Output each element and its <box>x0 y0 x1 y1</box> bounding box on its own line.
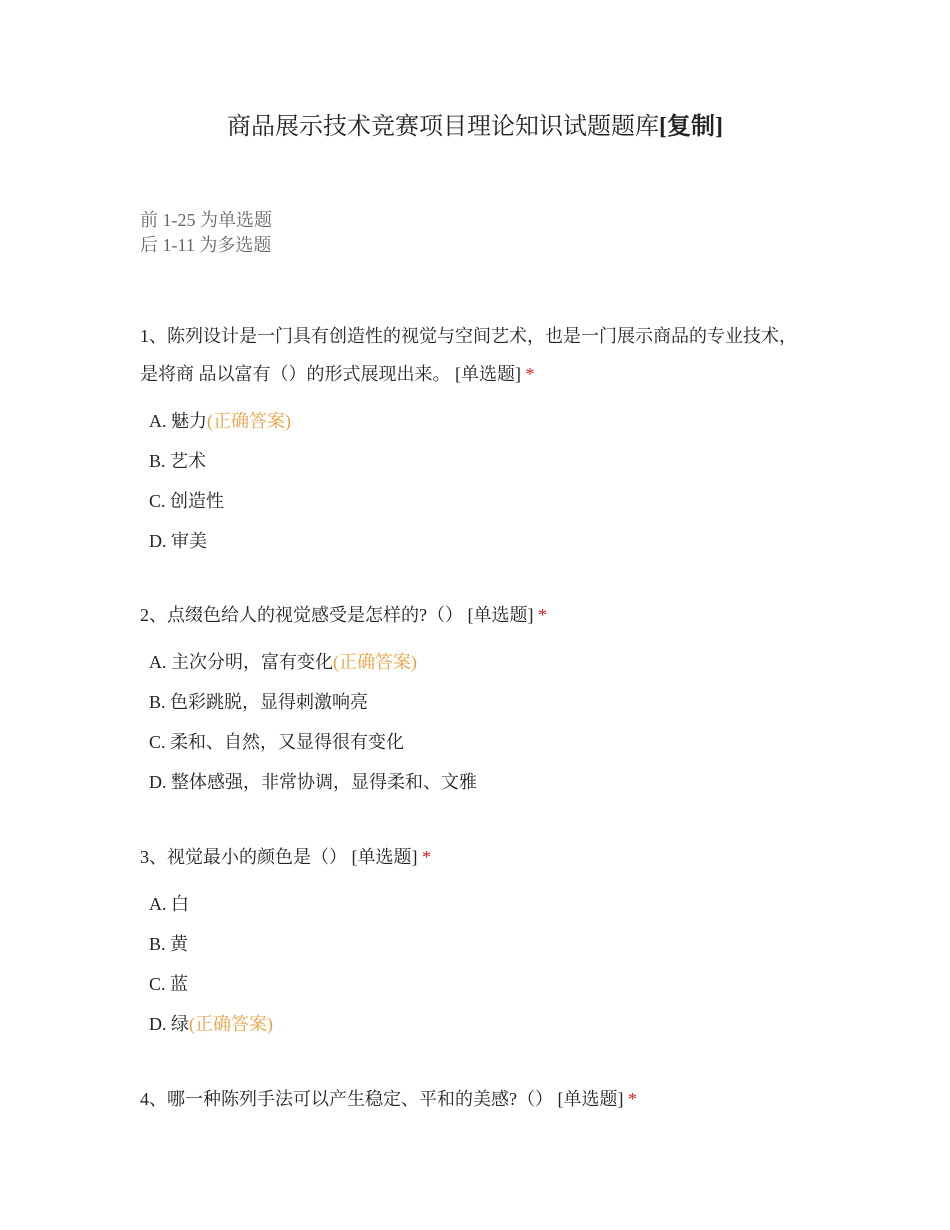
option-list <box>140 884 800 1044</box>
option-d[interactable] <box>149 762 800 802</box>
option-label: C. 创造性 <box>149 491 225 511</box>
option-c[interactable] <box>149 964 800 1004</box>
option-label: A. 魅力 <box>149 411 207 431</box>
option-label: C. 蓝 <box>149 974 189 994</box>
option-c[interactable] <box>149 481 800 521</box>
intro-line-1: 前 1-25 为单选题 <box>140 210 272 230</box>
option-b[interactable] <box>149 924 800 964</box>
option-b[interactable] <box>149 441 800 481</box>
option-d[interactable] <box>149 1004 800 1044</box>
question-stem: 4、哪一种陈列手法可以产生稳定、平和的美感?（） <box>140 1089 553 1109</box>
question-stem: 2、点缀色给人的视觉感受是怎样的?（） <box>140 605 463 625</box>
required-mark: * <box>628 1089 637 1109</box>
question-type: [单选题] <box>455 364 521 384</box>
option-d[interactable] <box>149 521 800 561</box>
question-text <box>140 838 800 876</box>
option-c[interactable] <box>149 722 800 762</box>
option-label: C. 柔和、自然，又显得很有变化 <box>149 732 405 752</box>
option-label: D. 绿 <box>149 1014 189 1034</box>
question-stem: 3、视觉最小的颜色是（） <box>140 847 347 867</box>
question-type: [单选题] <box>557 1089 624 1109</box>
question-type: [单选题] <box>467 605 534 625</box>
question-stem: 1、陈列设计是一门具有创造性的视觉与空间艺术，也是一门展示商品的专业技术，是将商 品以富有（）的形式展现出来。 <box>140 326 797 384</box>
required-mark: * <box>422 847 431 867</box>
required-mark: * <box>538 605 547 625</box>
option-a[interactable] <box>149 642 800 682</box>
correct-answer-tag: (正确答案) <box>207 411 291 431</box>
question-text <box>140 317 800 393</box>
option-label: B. 艺术 <box>149 451 207 471</box>
intro-block <box>140 208 272 258</box>
intro-line-2: 后 1-11 为多选题 <box>140 235 272 255</box>
correct-answer-tag: (正确答案) <box>189 1014 273 1034</box>
option-label: B. 色彩跳脱，显得刺激响亮 <box>149 692 369 712</box>
option-label: A. 白 <box>149 894 189 914</box>
question-type: [单选题] <box>351 847 418 867</box>
required-mark: * <box>525 364 535 384</box>
option-a[interactable] <box>149 401 800 441</box>
title-main: 商品展示技术竞赛项目理论知识试题题库 <box>227 114 659 140</box>
page-title <box>0 110 950 144</box>
question-text <box>140 596 800 634</box>
option-label: D. 审美 <box>149 531 207 551</box>
option-b[interactable] <box>149 682 800 722</box>
question-2 <box>140 596 800 802</box>
option-label: B. 黄 <box>149 934 189 954</box>
option-a[interactable] <box>149 884 800 924</box>
option-label: D. 整体感强，非常协调，显得柔和、文雅 <box>149 772 477 792</box>
option-list <box>140 642 800 802</box>
copy-tag: [复制] <box>659 114 723 140</box>
question-4 <box>140 1080 800 1118</box>
option-label: A. 主次分明，富有变化 <box>149 652 333 672</box>
question-3 <box>140 838 800 1044</box>
question-1 <box>140 317 800 561</box>
option-list <box>140 401 800 561</box>
question-text <box>140 1080 800 1118</box>
correct-answer-tag: (正确答案) <box>333 652 417 672</box>
